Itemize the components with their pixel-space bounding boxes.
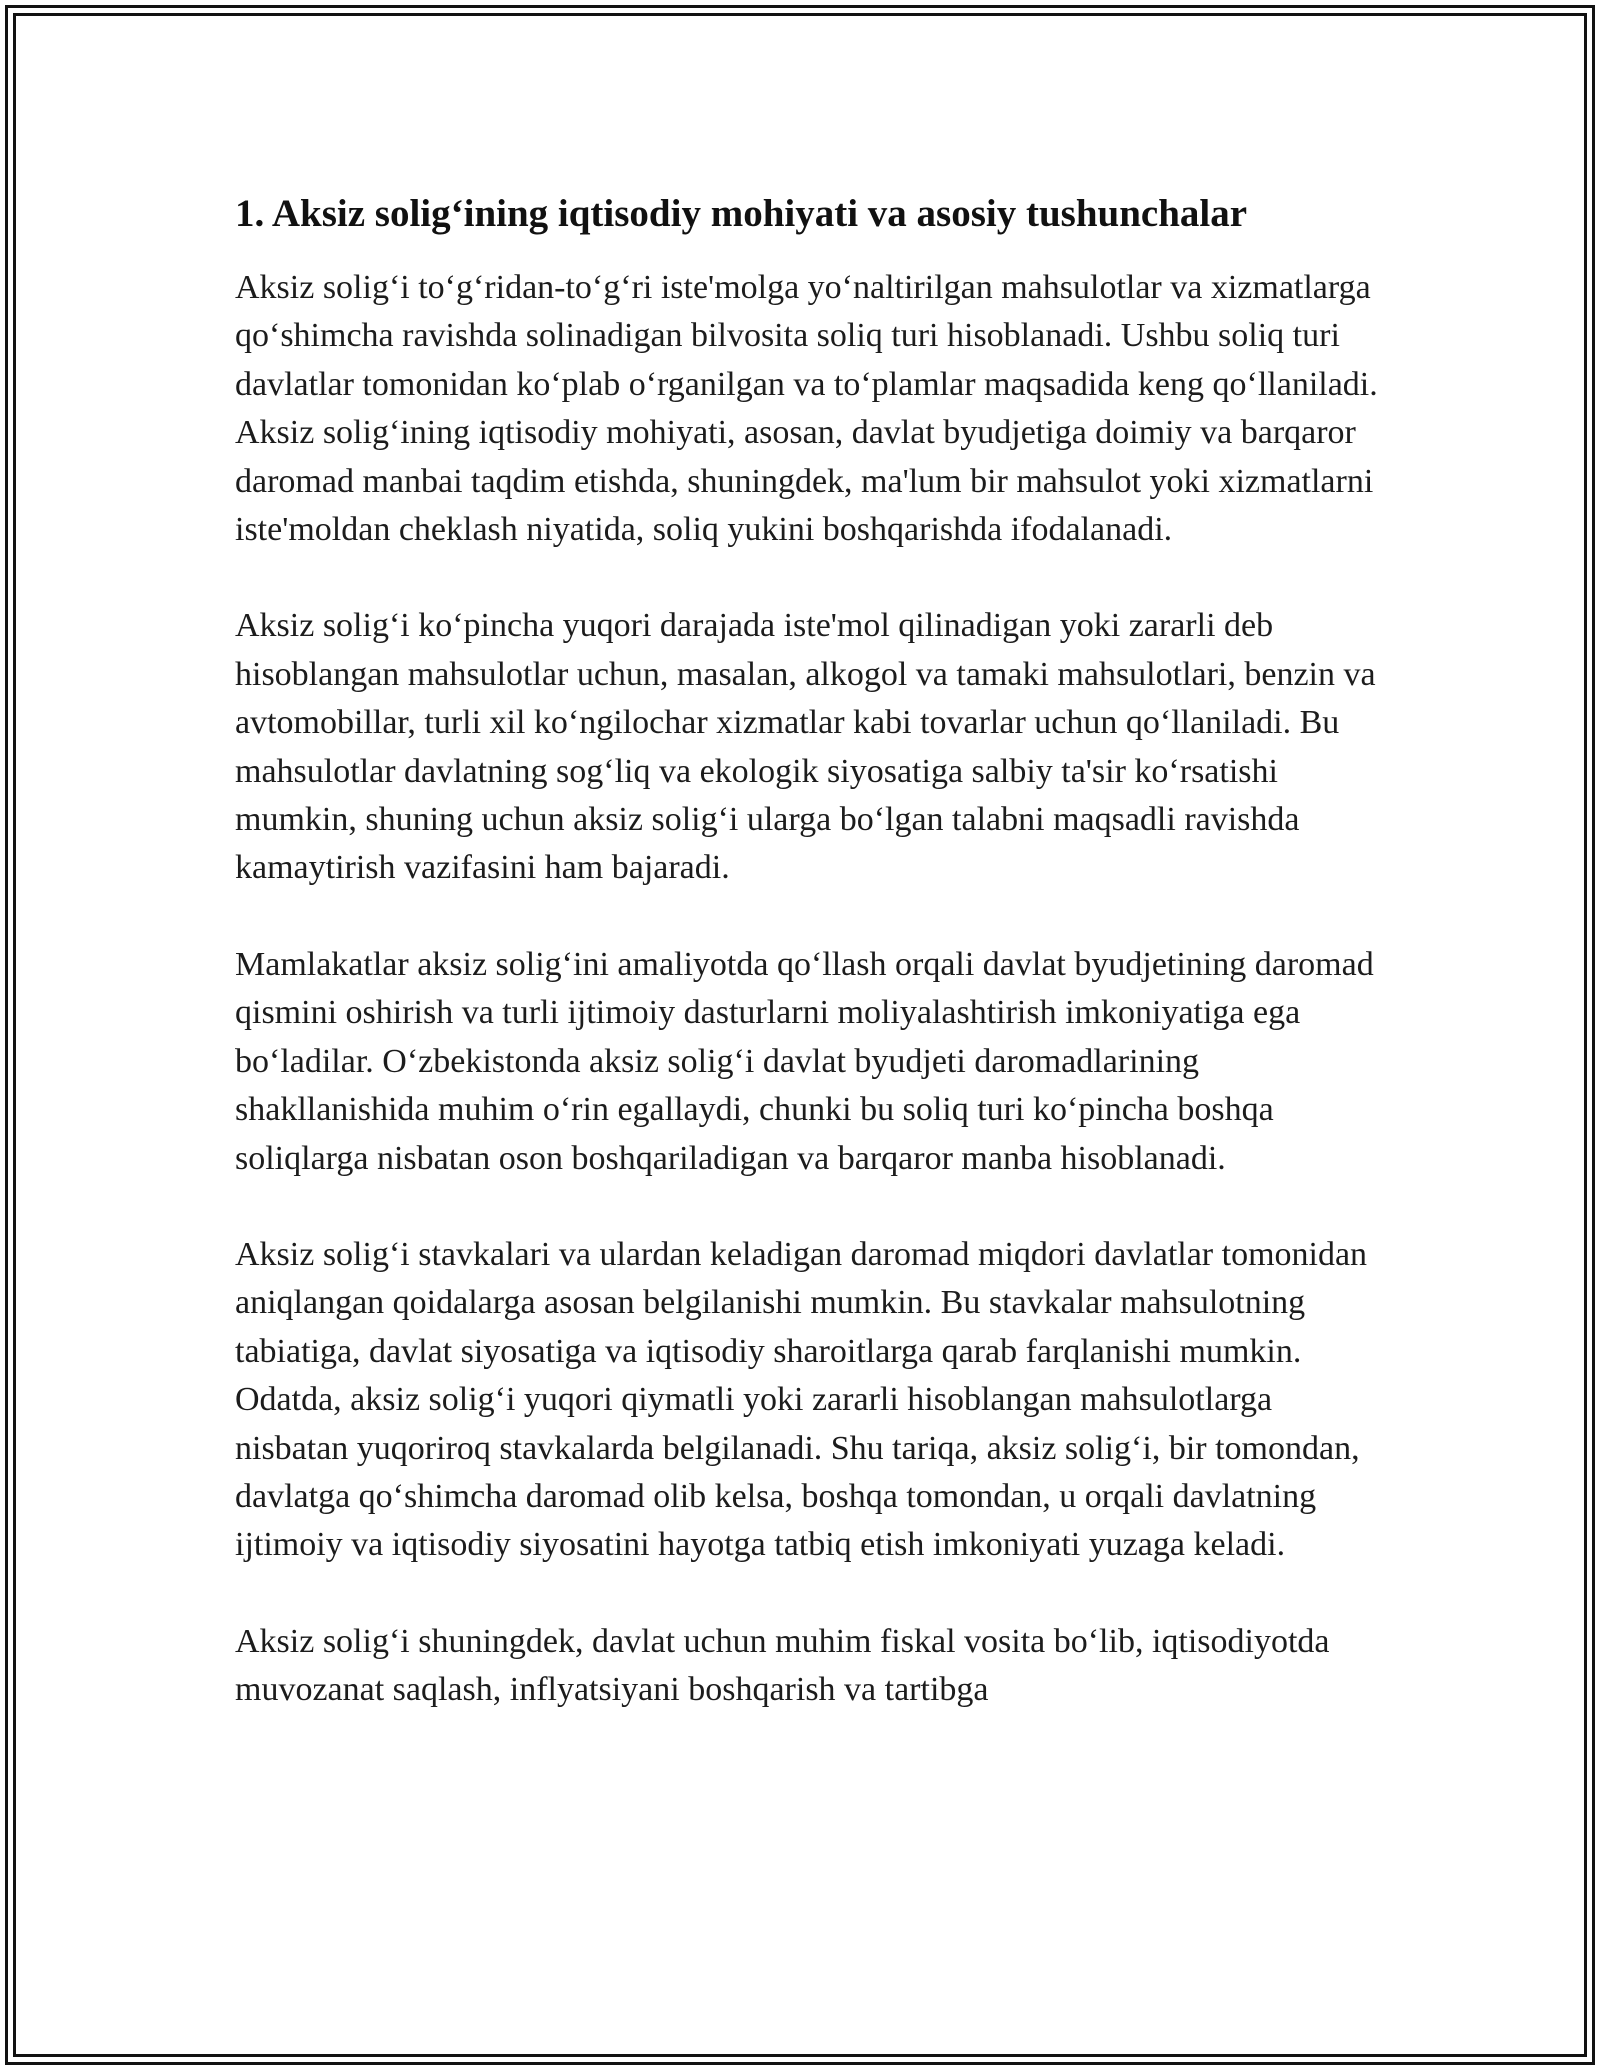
paragraph-1: Aksiz solig‘i to‘g‘ridan-to‘g‘ri iste'molga yo‘naltirilgan mahsulotlar va xizmatlarga qo‘shimcha ravishda solinadigan bilvosita soliq turi hisoblanadi. Ushbu soliq turi davlatlar tomonidan ko‘plab o‘rganilgan va to‘plamlar maqsadida keng qo‘llaniladi. Aksiz solig‘ining iqtisodiy mohiyati, asosan, davlat byudjetiga doimiy va barqaror daromad manbai taqdim etishda, shuningdek, ma'lum bir mahsulot yoki xizmatlarni iste'moldan cheklash niyatida, soliq yukini boshqarishda ifodalanadi. bbox=[235, 269, 1378, 549]
document-body bbox=[235, 186, 1385, 1715]
section-heading: 1. Aksiz solig‘ining iqtisodiy mohiyati va asosiy tushunchalar bbox=[235, 192, 1248, 235]
paragraph-4: Aksiz solig‘i stavkalari va ulardan keladigan daromad miqdori davlatlar tomonidan aniqlangan qoidalarga asosan belgilanishi mumkin. Bu stavkalar mahsulotning tabiatiga, davlat siyosatiga va iqtisodiy sharoitlarga qarab farqlanishi mumkin. Odatda, aksiz solig‘i yuqori qiymatli yoki zararli hisoblangan mahsulotlarga nisbatan yuqoriroq stavkalarda belgilanadi. Shu tariqa, aksiz solig‘i, bir tomondan, davlatga qo‘shimcha daromad olib kelsa, boshqa tomondan, u orqali davlatning ijtimoiy va iqtisodiy siyosatini hayotga tatbiq etish imkoniyati yuzaga keladi. bbox=[235, 1235, 1368, 1564]
paragraph-3: Mamlakatlar aksiz solig‘ini amaliyotda qo‘llash orqali davlat byudjetining daromad qismini oshirish va turli ijtimoiy dasturlarni moliyalashtirish imkoniyatiga ega bo‘ladilar. O‘zbekistonda aksiz solig‘i davlat byudjeti daromadlarining shakllanishida muhim o‘rin egallaydi, chunki bu soliq turi ko‘pincha boshqa soliqlarga nisbatan oson boshqariladigan va barqaror manba hisoblanadi. bbox=[235, 945, 1374, 1177]
paragraph-2: Aksiz solig‘i ko‘pincha yuqori darajada iste'mol qilinadigan yoki zararli deb hisoblangan mahsulotlar uchun, masalan, alkogol va tamaki mahsulotlari, benzin va avtomobillar, turli xil ko‘ngilochar xizmatlar kabi tovarlar uchun qo‘llaniladi. Bu mahsulotlar davlatning sog‘liq va ekologik siyosatiga salbiy ta'sir ko‘rsatishi mumkin, shuning uchun aksiz solig‘i ularga bo‘lgan talabni maqsadli ravishda kamaytirish vazifasini ham bajaradi. bbox=[235, 607, 1376, 887]
paragraph-5: Aksiz solig‘i shuningdek, davlat uchun muhim fiskal vosita bo‘lib, iqtisodiyotda muvozanat saqlash, inflyatsiyani boshqarish va tartibga bbox=[235, 1622, 1330, 1709]
